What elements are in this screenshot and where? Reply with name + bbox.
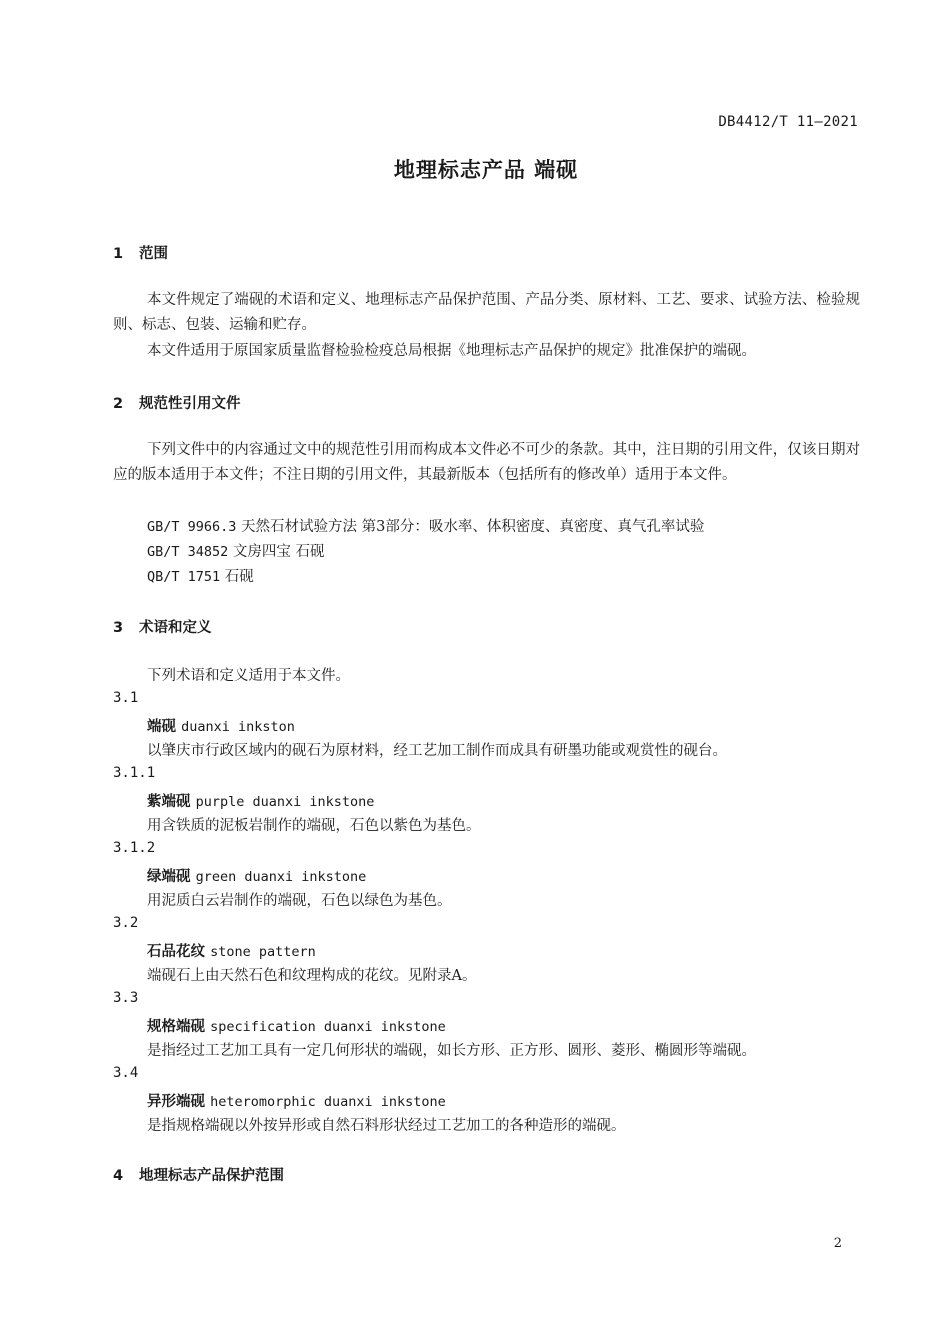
- term-zh: 石品花纹: [147, 944, 205, 960]
- section-heading-4: [113, 1164, 284, 1185]
- term-zh: 规格端砚: [147, 1019, 205, 1035]
- term-definition: 用含铁质的泥板岩制作的端砚，石色以紫色为基色。: [147, 818, 481, 834]
- term-zh: 异形端砚: [147, 1094, 205, 1110]
- term-number: 3.3: [113, 990, 139, 1006]
- term-zh: 端砚: [147, 719, 176, 735]
- reference-code: GB/T 9966.3: [147, 519, 237, 535]
- reference-title: 石砚: [224, 569, 254, 585]
- paragraph-references-intro: 下列文件中的内容通过文中的规范性引用而构成本文件必不可少的条款。其中，注日期的引用文件，仅该日期对应的版本适用于本文件；不注日期的引用文件，其最新版本（包括所有的修改单）适用于本文件。: [113, 442, 860, 483]
- term-heading: [147, 1090, 446, 1111]
- section-heading-3: [113, 616, 212, 637]
- term-number: 3.1.2: [113, 840, 156, 856]
- page-number: 2: [833, 1236, 842, 1251]
- term-number: 3.1: [113, 690, 139, 706]
- section-number: 2: [113, 396, 124, 412]
- reference-title: 文房四宝 石砚: [232, 544, 325, 560]
- term-en: stone pattern: [210, 944, 316, 960]
- reference-code: QB/T 1751: [147, 569, 221, 585]
- reference-item: [147, 565, 254, 586]
- section-number: 1: [113, 246, 124, 262]
- term-heading: [147, 790, 374, 811]
- section-number: 3: [113, 620, 124, 636]
- term-number: 3.4: [113, 1065, 139, 1081]
- term-definition: 用泥质白云岩制作的端砚，石色以绿色为基色。: [147, 893, 452, 909]
- term-en: green duanxi inkstone: [195, 869, 367, 885]
- reference-item: [147, 540, 325, 561]
- document-title: 地理标志产品 端砚: [393, 158, 579, 182]
- reference-title: 天然石材试验方法 第3部分：吸水率、体积密度、真密度、真气孔率试验: [241, 519, 705, 535]
- terms-intro: 下列术语和定义适用于本文件。: [147, 668, 350, 684]
- term-en: heteromorphic duanxi inkstone: [210, 1094, 446, 1110]
- section-number: 4: [113, 1168, 124, 1184]
- term-heading: [147, 940, 316, 961]
- reference-code: GB/T 34852: [147, 544, 229, 560]
- term-heading: [147, 865, 366, 886]
- term-en: purple duanxi inkstone: [195, 794, 375, 810]
- term-en: specification duanxi inkstone: [210, 1019, 446, 1035]
- term-definition: 是指规格端砚以外按异形或自然石料形状经过工艺加工的各种造形的端砚。: [147, 1118, 626, 1134]
- term-number: 3.1.1: [113, 765, 156, 781]
- term-definition: 是指经过工艺加工具有一定几何形状的端砚，如长方形、正方形、圆形、菱形、椭圆形等端砚。: [147, 1043, 756, 1059]
- section-heading-2: [113, 392, 241, 413]
- term-zh: 绿端砚: [147, 869, 191, 885]
- term-zh: 紫端砚: [147, 794, 191, 810]
- paragraph-scope-1: 本文件规定了端砚的术语和定义、地理标志产品保护范围、产品分类、原材料、工艺、要求、试验方法、检验规则、标志、包装、运输和贮存。: [113, 292, 860, 333]
- term-number: 3.2: [113, 915, 139, 931]
- reference-item: [147, 515, 704, 536]
- section-title: 术语和定义: [139, 620, 212, 636]
- term-definition: 端砚石上由天然石色和纹理构成的花纹。见附录A。: [147, 968, 477, 984]
- term-heading: [147, 1015, 446, 1036]
- section-title: 范围: [139, 246, 168, 262]
- term-en: duanxi inkston: [181, 719, 295, 735]
- document-number: DB4412/T 11—2021: [718, 114, 858, 130]
- term-heading: [147, 715, 295, 736]
- section-title: 规范性引用文件: [139, 396, 241, 412]
- term-definition: 以肇庆市行政区域内的砚石为原材料，经工艺加工制作而成具有研墨功能或观赏性的砚台。: [147, 743, 727, 759]
- section-title: 地理标志产品保护范围: [139, 1168, 284, 1184]
- section-heading-1: [113, 242, 168, 263]
- paragraph-scope-2: 本文件适用于原国家质量监督检验检疫总局根据《地理标志产品保护的规定》批准保护的端砚。: [147, 343, 756, 359]
